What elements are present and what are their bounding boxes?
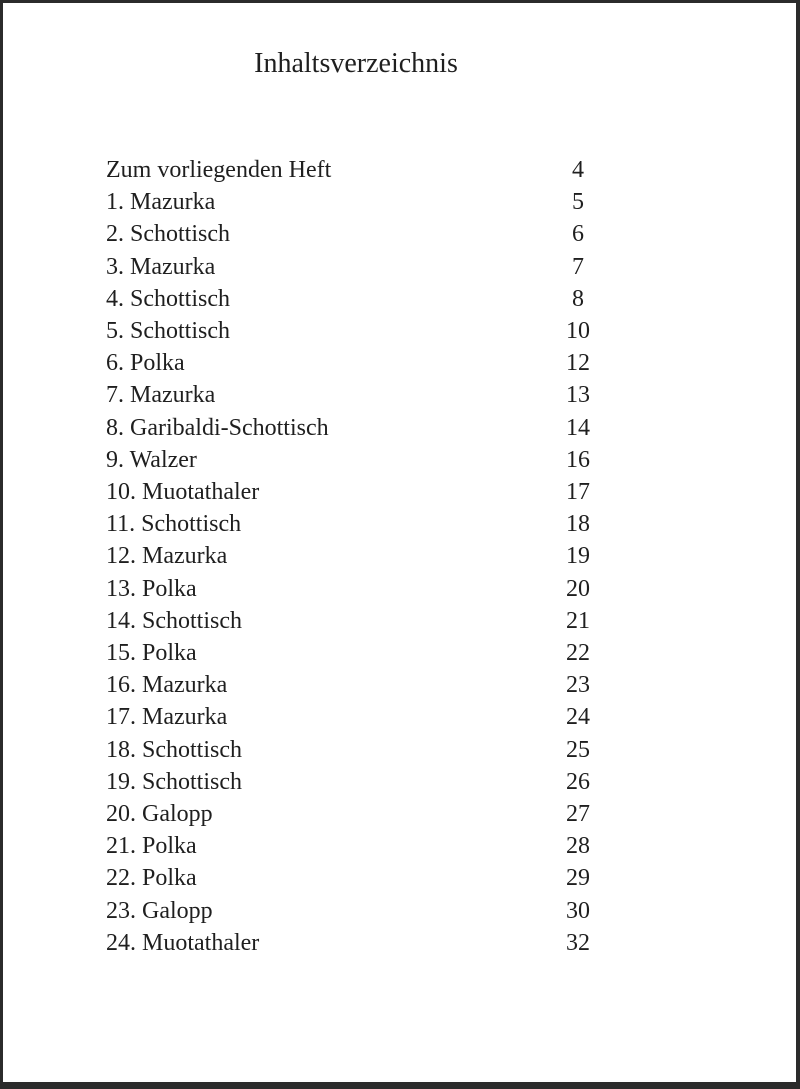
toc-entry-label: 6. Polka <box>106 350 185 377</box>
toc-row <box>106 218 606 250</box>
toc-row <box>106 766 606 798</box>
toc-entry-page-number: 10 <box>566 318 590 345</box>
toc-row <box>106 508 606 540</box>
toc-row <box>106 895 606 927</box>
toc-row <box>106 798 606 830</box>
toc-entry-page-number: 28 <box>566 833 590 860</box>
toc-entry-label: 2. Schottisch <box>106 221 230 248</box>
toc-entry-page-number: 16 <box>566 446 590 473</box>
toc-row <box>106 315 606 347</box>
toc-row <box>106 669 606 701</box>
toc-entry-label: 17. Mazurka <box>106 704 228 731</box>
toc-row <box>106 637 606 669</box>
toc-entry-label: 13. Polka <box>106 575 197 602</box>
toc-entry-page-number: 6 <box>572 221 584 248</box>
toc-entry-page-number: 17 <box>566 479 590 506</box>
toc-row <box>106 927 606 959</box>
toc-entry-label: 22. Polka <box>106 865 197 892</box>
toc-entry-page-number: 7 <box>572 253 584 280</box>
toc-entry-label: 15. Polka <box>106 640 197 667</box>
toc-entry-page-number: 32 <box>566 929 590 956</box>
toc-row <box>106 251 606 283</box>
toc-entry-label: 20. Galopp <box>106 801 213 828</box>
toc-entry-page-number: 8 <box>572 285 584 312</box>
toc-row <box>106 444 606 476</box>
toc-entry-page-number: 30 <box>566 897 590 924</box>
toc-row <box>106 605 606 637</box>
toc-entry-page-number: 21 <box>566 607 590 634</box>
toc-entry-label: 9. Walzer <box>106 446 197 473</box>
toc-row <box>106 347 606 379</box>
toc-entry-label: 1. Mazurka <box>106 189 216 216</box>
toc-entry-label: 18. Schottisch <box>106 736 242 763</box>
toc-entry-label: 8. Garibaldi-Schottisch <box>106 414 329 441</box>
toc-entry-page-number: 4 <box>572 157 584 183</box>
toc-row <box>106 476 606 508</box>
toc-entry-page-number: 22 <box>566 640 590 667</box>
toc-entry-label: 12. Mazurka <box>106 543 228 570</box>
toc-entry-page-number: 18 <box>566 511 590 538</box>
toc-entry-page-number: 24 <box>566 704 590 731</box>
toc-entry-page-number: 25 <box>566 736 590 763</box>
toc-row <box>106 573 606 605</box>
toc-entry-page-number: 20 <box>566 575 590 602</box>
toc-entry-label: 7. Mazurka <box>106 382 216 409</box>
toc-row <box>106 734 606 766</box>
toc-row <box>106 154 606 186</box>
toc-entry-label: 5. Schottisch <box>106 318 230 345</box>
toc-list <box>106 154 606 959</box>
toc-row <box>106 830 606 862</box>
toc-entry-page-number: 29 <box>566 865 590 892</box>
toc-entry-label: 10. Muotathaler <box>106 479 260 506</box>
toc-entry-label: Zum vorliegenden Heft <box>106 157 332 183</box>
toc-row <box>106 412 606 444</box>
toc-row <box>106 379 606 411</box>
toc-entry-page-number: 19 <box>566 543 590 570</box>
toc-entry-page-number: 26 <box>566 768 590 795</box>
toc-entry-label: 11. Schottisch <box>106 511 242 538</box>
toc-entry-label: 4. Schottisch <box>106 285 230 312</box>
toc-entry-label: 3. Mazurka <box>106 253 216 280</box>
toc-row <box>106 540 606 572</box>
toc-entry-label: 16. Mazurka <box>106 672 228 699</box>
toc-entry-label: 21. Polka <box>106 833 197 860</box>
toc-row <box>106 701 606 733</box>
toc-entry-page-number: 14 <box>566 414 590 441</box>
toc-row <box>106 186 606 218</box>
toc-entry-page-number: 12 <box>566 350 590 377</box>
page-title: Inhaltsverzeichnis <box>254 48 458 79</box>
toc-entry-label: 24. Muotathaler <box>106 929 260 956</box>
toc-entry-label: 23. Galopp <box>106 897 213 924</box>
toc-row <box>106 862 606 894</box>
toc-entry-page-number: 5 <box>572 189 584 216</box>
toc-entry-page-number: 27 <box>566 801 590 828</box>
toc-entry-label: 14. Schottisch <box>106 607 242 634</box>
toc-row <box>106 283 606 315</box>
toc-entry-page-number: 13 <box>566 382 590 409</box>
toc-entry-page-number: 23 <box>566 672 590 699</box>
toc-entry-label: 19. Schottisch <box>106 768 242 795</box>
